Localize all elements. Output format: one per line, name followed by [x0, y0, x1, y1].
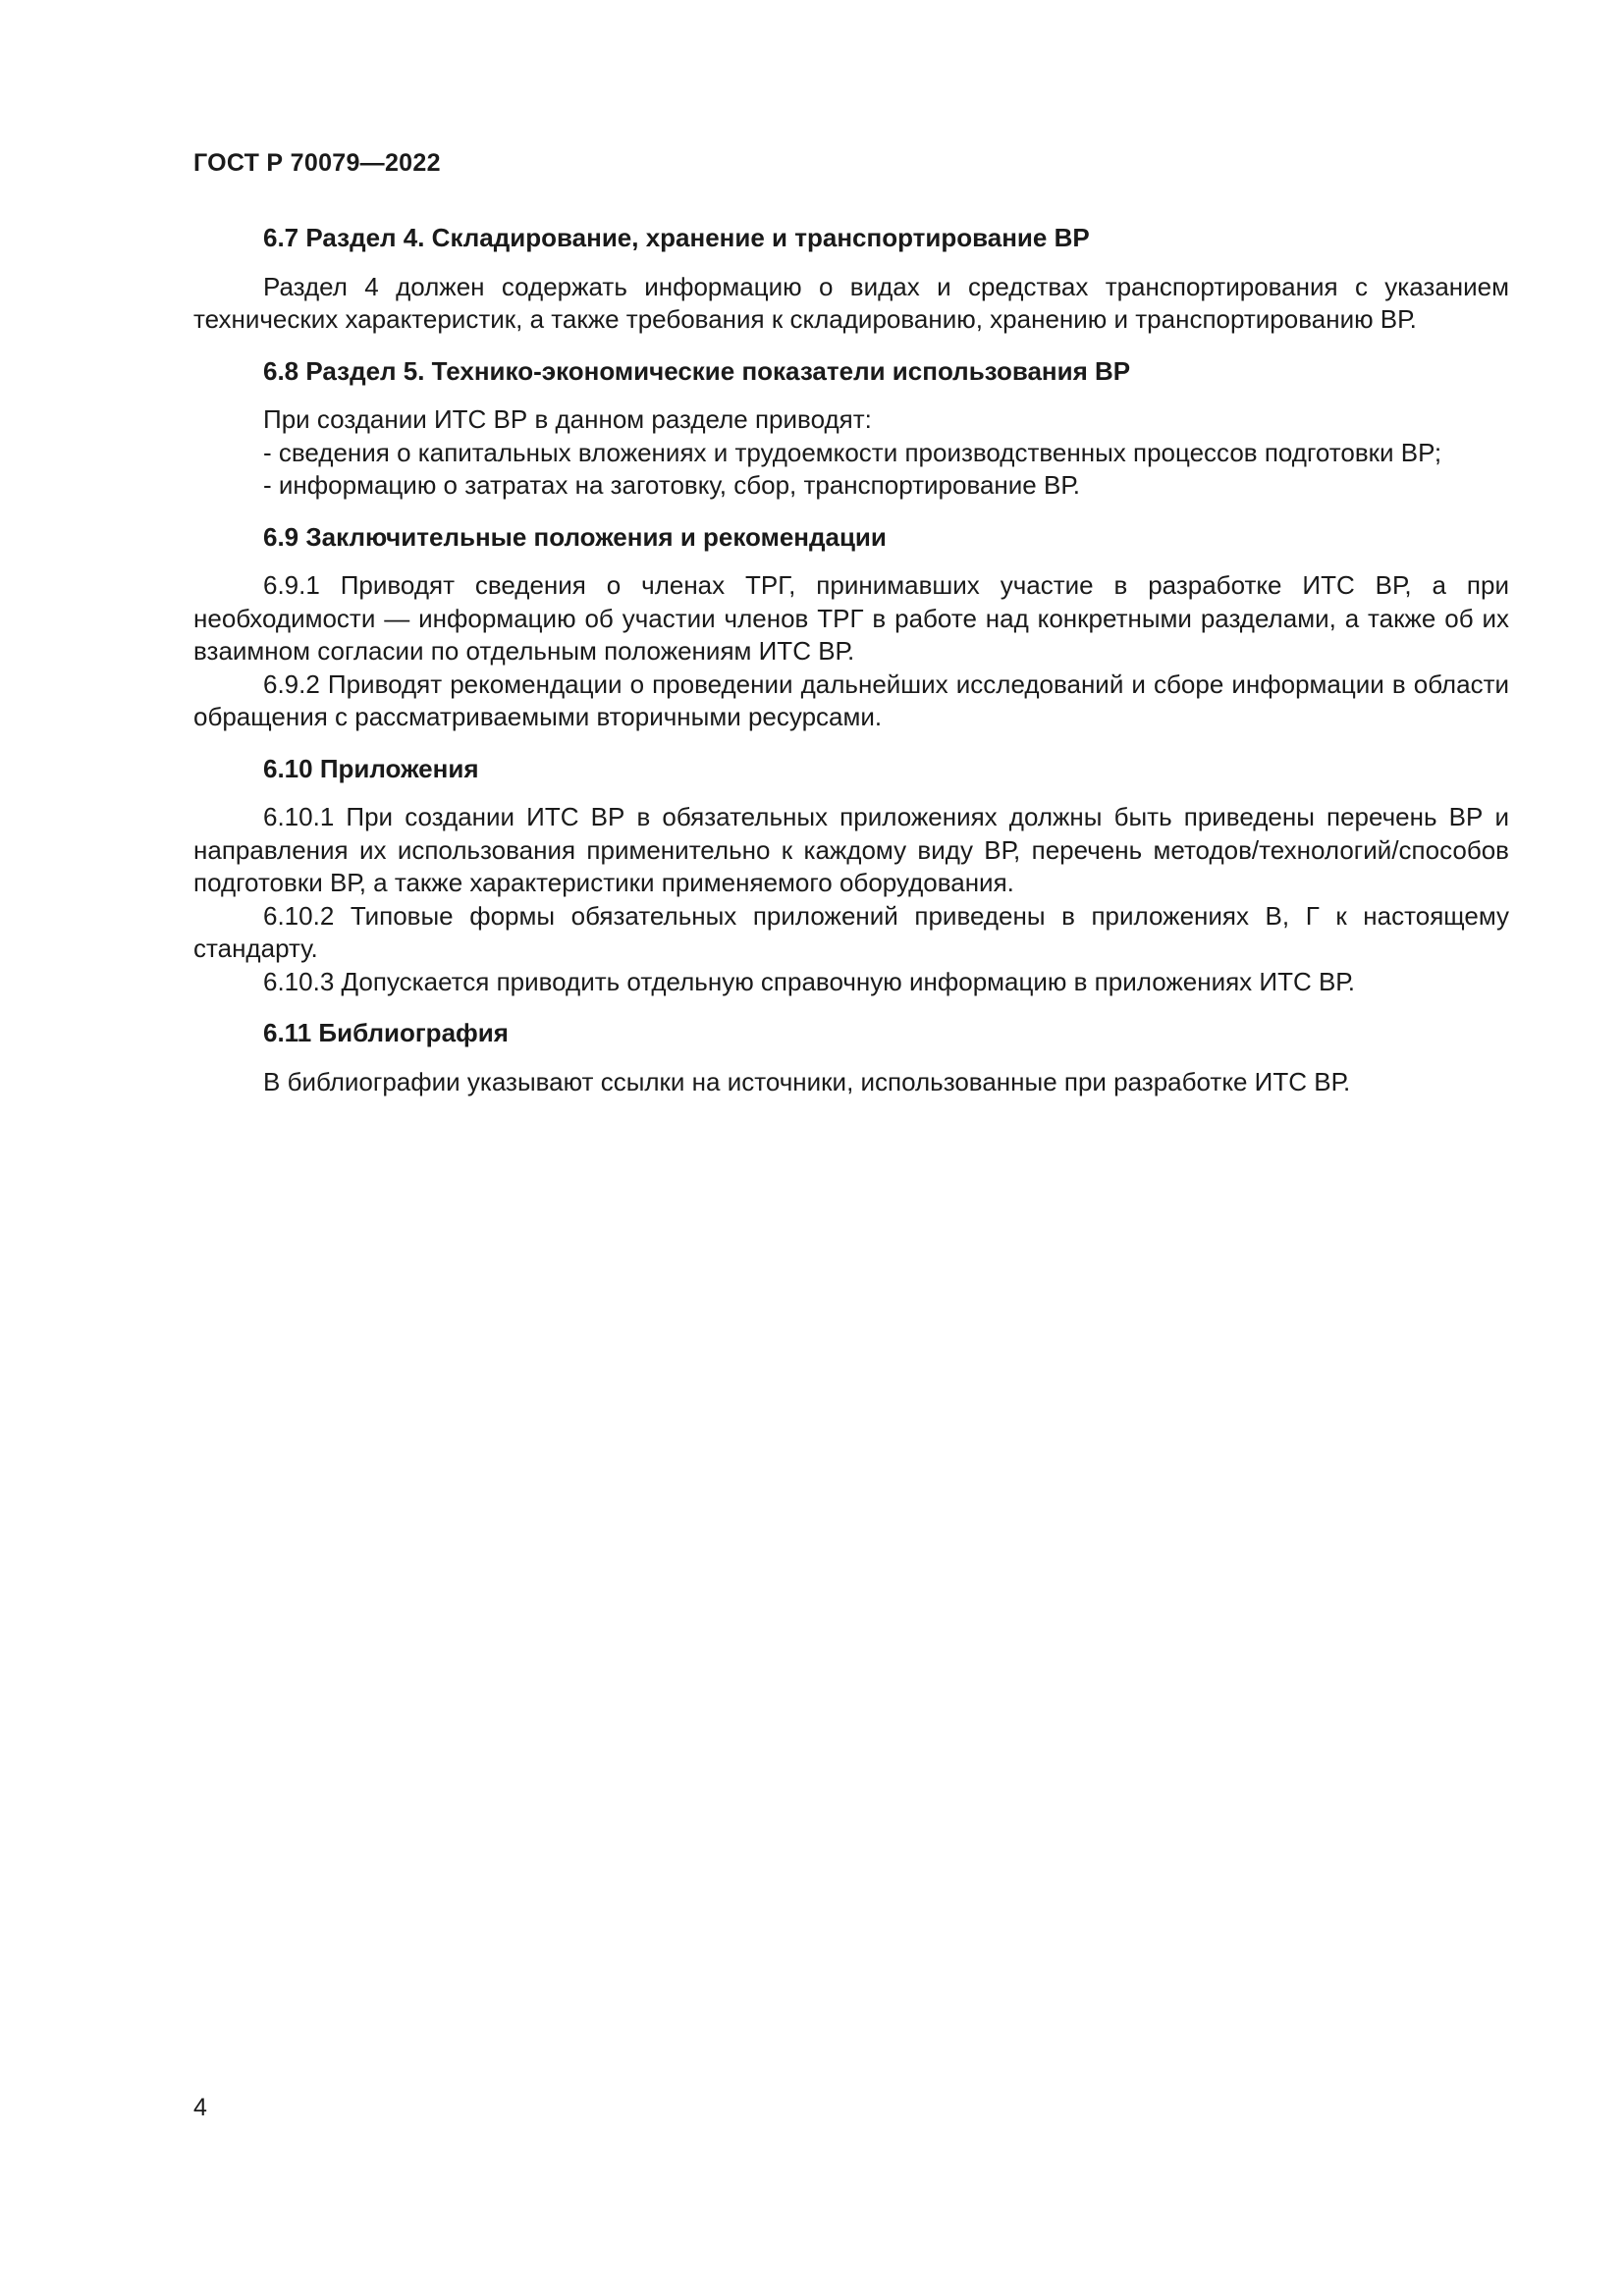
paragraph: В библиографии указывают ссылки на источники, использованные при разработке ИТС ВР. [263, 1066, 1351, 1096]
paragraph: 6.10.1 При создании ИТС ВР в обязательных приложениях должны быть приведены перечень ВР и направления их использования применительно к каждому виду ВР, перечень методов/технологий/способов подготовки ВР, а также характеристики применяемого оборудования. [193, 802, 1509, 897]
list-item: - информацию о затратах на заготовку, сбор, транспортирование ВР. [263, 470, 1080, 500]
section-title: 6.11 Библиография [263, 1018, 509, 1047]
section-6-10 [193, 753, 1509, 999]
section-title: 6.7 Раздел 4. Складирование, хранение и транспортирование ВР [263, 223, 1090, 252]
section-title: 6.10 Приложения [263, 753, 479, 783]
paragraph: 6.9.1 Приводят сведения о членах ТРГ, принимавших участие в разработке ИТС ВР, а при необходимости — информацию об участии членов ТРГ в работе над конкретными разделами, а также об их взаимном согласии по отдельным положениям ИТС ВР. [193, 570, 1509, 666]
paragraph: 6.9.2 Приводят рекомендации о проведении дальнейших исследований и сборе информации в области обращения с рассматриваемыми вторичными ресурсами. [193, 668, 1509, 731]
section-title: 6.9 Заключительные положения и рекомендации [263, 521, 887, 552]
paragraph: Раздел 4 должен содержать информацию о видах и средствах транспортирования с указанием технических характеристик, а также требования к складированию, хранению и транспортированию ВР. [193, 271, 1509, 334]
document-body [193, 222, 1509, 1117]
list-item: - сведения о капитальных вложениях и трудоемкости производственных процессов подготовки ВР; [263, 437, 1442, 467]
paragraph: 6.10.2 Типовые формы обязательных приложений приведены в приложениях В, Г к настоящему стандарту. [193, 900, 1509, 963]
paragraph: 6.10.3 Допускается приводить отдельную справочную информацию в приложениях ИТС ВР. [263, 966, 1355, 996]
paragraph: При создании ИТС ВР в данном разделе приводят: [263, 404, 872, 434]
document-header: ГОСТ Р 70079—2022 [193, 149, 441, 177]
section-6-8 [193, 355, 1509, 503]
section-6-11 [193, 1017, 1509, 1098]
page-number: 4 [193, 2094, 207, 2121]
section-title: 6.8 Раздел 5. Технико-экономические показатели использования ВР [263, 355, 1131, 386]
section-6-9 [193, 521, 1509, 734]
section-6-7 [193, 222, 1509, 337]
